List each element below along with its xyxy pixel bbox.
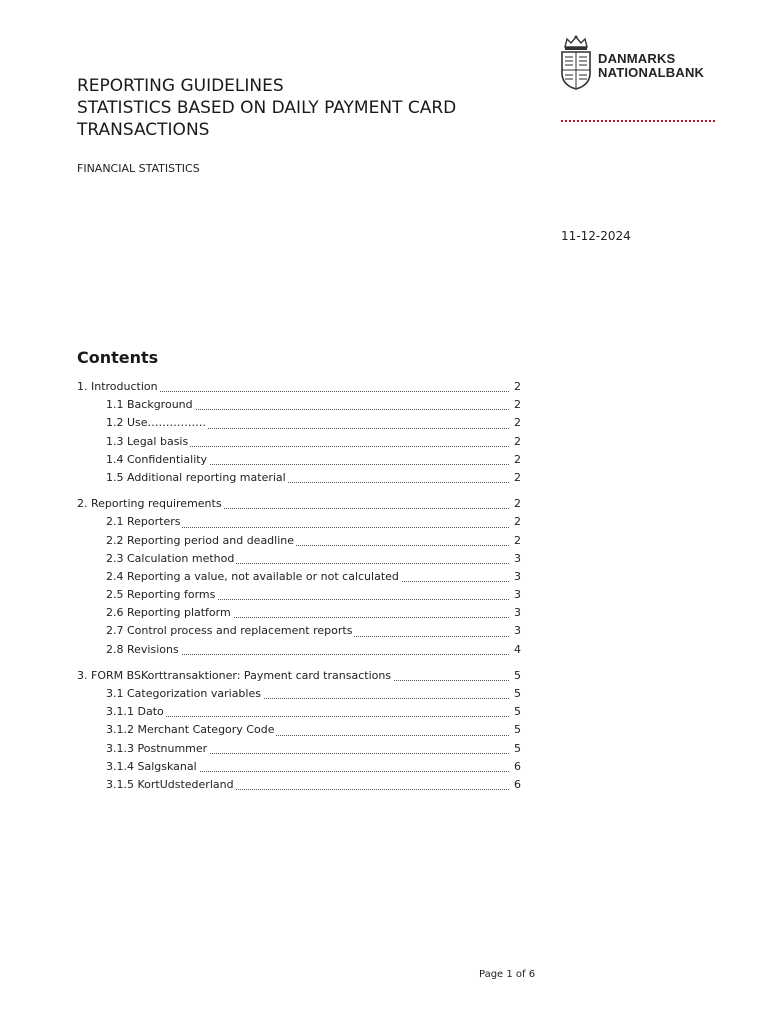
toc-entry-label: 2.7 Control process and replacement reports (106, 624, 353, 638)
toc-entry[interactable] (106, 740, 521, 758)
toc-entry-label: 2.3 Calculation method (106, 551, 235, 565)
toc-entry-label: 2.2 Reporting period and deadline (106, 533, 295, 547)
danmarks-nationalbank-logo (559, 35, 719, 90)
title-line-2: STATISTICS BASED ON DAILY PAYMENT CARD (77, 98, 457, 118)
section-label: FINANCIAL STATISTICS (77, 162, 200, 175)
document-date: 11-12-2024 (561, 229, 631, 243)
toc-entry-label: 1.4 Confidentiality (106, 452, 208, 466)
toc-entry-page: 5 (511, 685, 521, 703)
toc-entry-page: 2 (511, 451, 521, 469)
toc-entry-label: 1.3 Legal basis (106, 434, 189, 448)
toc-entry-page: 2 (511, 532, 521, 550)
toc-entry[interactable] (106, 414, 521, 432)
toc-entry-page: 2 (511, 469, 521, 487)
toc-entry-label: 3.1.2 Merchant Category Code (106, 723, 275, 737)
toc-entry-label: 2.5 Reporting forms (106, 588, 216, 602)
toc-entry-page: 3 (511, 604, 521, 622)
toc-entry-label: 2.6 Reporting platform (106, 606, 231, 620)
toc-entry-page: 5 (511, 740, 521, 758)
logo-line-2: NATIONALBANK (598, 65, 705, 80)
toc-entry[interactable] (106, 469, 521, 487)
toc-entry-label: 1.1 Background (106, 398, 193, 412)
toc-entry-label: 3.1.4 Salgskanal (106, 759, 197, 773)
page-number: Page 1 of 6 (479, 969, 536, 980)
toc-entry[interactable] (106, 721, 521, 739)
toc-entry-page: 2 (511, 414, 521, 432)
toc-entry[interactable] (106, 532, 521, 550)
toc-leader (106, 716, 509, 717)
toc-entry[interactable] (106, 758, 521, 776)
contents-heading: Contents (77, 348, 159, 367)
toc-entry[interactable] (106, 568, 521, 586)
toc-entry-label: 2. Reporting requirements (77, 497, 222, 511)
toc-entry-label: 2.1 Reporters (106, 515, 181, 529)
toc-entry[interactable] (106, 396, 521, 414)
toc-entry[interactable] (106, 586, 521, 604)
logo-wordmark (598, 52, 704, 80)
toc-entry[interactable] (77, 667, 521, 685)
toc-entry[interactable] (106, 776, 521, 794)
toc-entry-page: 3 (511, 622, 521, 640)
toc-entry-label: 3.1.3 Postnummer (106, 741, 208, 755)
toc-entry[interactable] (106, 703, 521, 721)
toc-entry-page: 2 (511, 495, 521, 513)
toc-entry-label: 1.5 Additional reporting material (106, 470, 286, 484)
toc-entry[interactable] (106, 641, 521, 659)
table-of-contents (77, 378, 521, 794)
toc-entry-page: 2 (511, 513, 521, 531)
toc-entry[interactable] (77, 495, 521, 513)
toc-entry-page: 5 (511, 721, 521, 739)
toc-entry-page: 2 (511, 433, 521, 451)
toc-entry[interactable] (77, 378, 521, 396)
toc-entry-page: 5 (511, 667, 521, 685)
logo-line-1: DANMARKS (598, 51, 676, 66)
crest-icon (559, 35, 593, 90)
toc-entry-page: 6 (511, 758, 521, 776)
toc-entry-page: 3 (511, 550, 521, 568)
toc-entry-label: 2.4 Reporting a value, not available or not calculated (106, 569, 399, 583)
toc-entry-label: 3.1 Categorization variables (106, 687, 261, 700)
toc-entry-page: 4 (511, 641, 521, 659)
document-title (77, 75, 456, 141)
toc-entry-page: 5 (511, 703, 521, 721)
toc-entry[interactable] (106, 513, 521, 531)
toc-entry[interactable] (106, 550, 521, 568)
title-line-1: REPORTING GUIDELINES (77, 76, 284, 96)
toc-entry-page: 6 (511, 776, 521, 794)
toc-entry-page: 3 (511, 568, 521, 586)
toc-entry[interactable] (106, 685, 521, 703)
toc-entry-page: 3 (511, 586, 521, 604)
toc-entry-label: 3. FORM BSKorttransaktioner: Payment card transactions (77, 668, 392, 682)
toc-entry[interactable] (106, 622, 521, 640)
toc-entry-label: 3.1.5 KortUdstederland (106, 777, 234, 791)
toc-entry[interactable] (106, 604, 521, 622)
toc-entry[interactable] (106, 433, 521, 451)
title-line-3: TRANSACTIONS (77, 120, 210, 140)
toc-entry-label: 1. Introduction (77, 380, 158, 393)
toc-entry-page: 2 (511, 396, 521, 414)
toc-entry-label: 1.2 Use……………. (106, 416, 207, 430)
red-divider (561, 120, 715, 122)
toc-entry-label: 2.8 Revisions (106, 642, 179, 656)
toc-entry-page: 2 (511, 378, 521, 396)
toc-entry-label: 3.1.1 Dato (106, 705, 164, 719)
toc-entry[interactable] (106, 451, 521, 469)
